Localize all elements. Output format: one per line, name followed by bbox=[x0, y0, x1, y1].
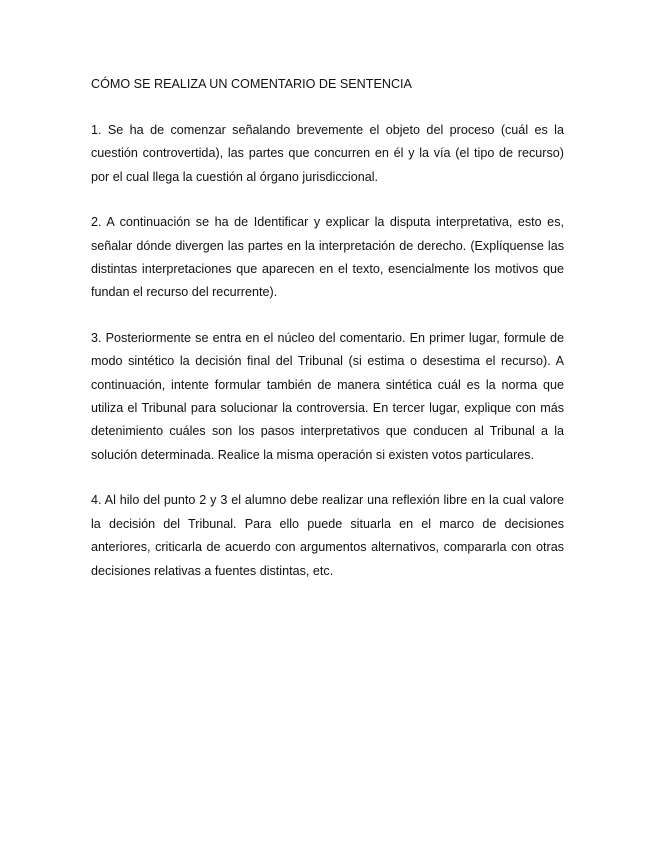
document-title: CÓMO SE REALIZA UN COMENTARIO DE SENTENCIA bbox=[91, 77, 412, 91]
paragraph-4: 4. Al hilo del punto 2 y 3 el alumno debe realizar una reflexión libre en la cual valore la decisión del Tribunal. Para ello puede situarla en el marco de decisiones anteriores, criticarla de acuerdo con argumentos alternativos, compararla con otras decisiones relativas a fuentes distintas, etc. bbox=[91, 493, 564, 578]
document-body bbox=[91, 75, 564, 605]
paragraph-2: 2. A continuación se ha de Identificar y explicar la disputa interpretativa, esto es, señalar dónde divergen las partes en la interpretación de derecho. (Explíquense las distintas interpretaciones que aparecen en el texto, esencialmente los motivos que fundan el recurso del recurrente). bbox=[91, 215, 564, 300]
paragraph-3: 3. Posteriormente se entra en el núcleo del comentario. En primer lugar, formule de modo sintético la decisión final del Tribunal (si estima o desestima el recurso). A continuación, intente formular también de manera sintética cuál es la norma que utiliza el Tribunal para solucionar la controversia. En tercer lugar, explique con más detenimiento cuáles son los pasos interpretativos que conducen al Tribunal a la solución determinada. Realice la misma operación si existen votos particulares. bbox=[91, 330, 564, 462]
paragraph-1: 1. Se ha de comenzar señalando brevemente el objeto del proceso (cuál es la cuestión controvertida), las partes que concurren en él y la vía (el tipo de recurso) por el cual llega la cuestión al órgano jurisdiccional. bbox=[91, 123, 564, 184]
